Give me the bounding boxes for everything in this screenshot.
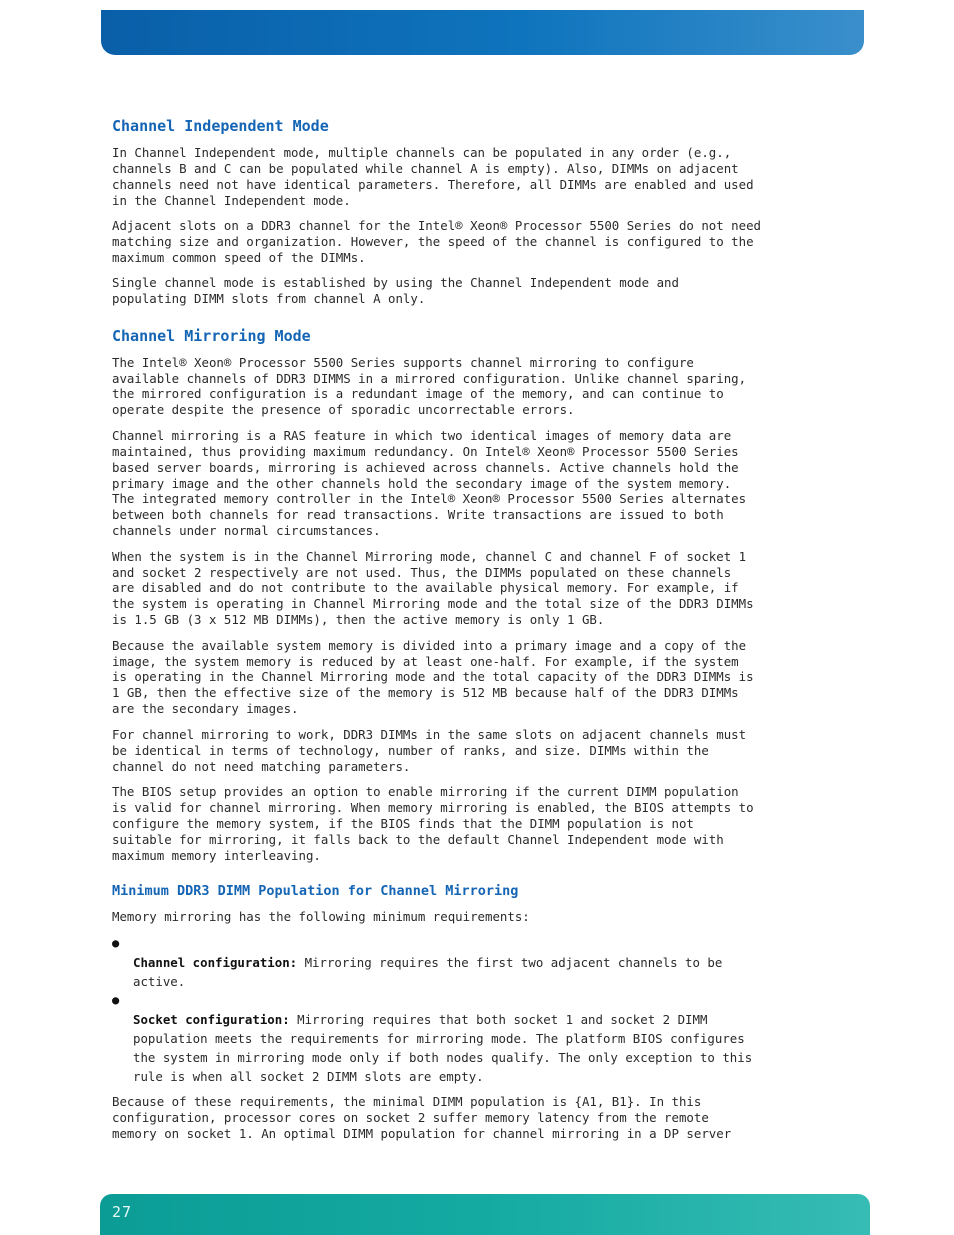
bullet-icon: ●: [112, 936, 120, 951]
paragraph: Channel mirroring is a RAS feature in which two identical images of memory data are maintained, thus providing maximum redundancy. On Intel® Xeon® Processor 5500 Series based server boards, mirroring is achieved across channels. Active channels hold the primary image and the other channels hold the secondary image of the system memory. The integrated memory controller in the Intel® Xeon® Processor 5500 Series alternates between both channels for read transactions. Write transactions are issued to both channels under normal circumstances.: [112, 427, 747, 539]
list-item-text: Mirroring requires that both socket 1 and socket 2 DIMM population meets the requirements for mirroring mode. The platform BIOS configures the system in mirroring mode only if both nodes qualify. The only exception to this rule is when all socket 2 DIMM slots are empty.: [133, 1012, 753, 1085]
paragraph: Single channel mode is established by using the Channel Independent mode and populating DIMM slots from channel A only.: [112, 275, 679, 307]
paragraph: The BIOS setup provides an option to enable mirroring if the current DIMM population is valid for channel mirroring. When memory mirroring is enabled, the BIOS attempts to configure the memory system, if the BIOS finds that the DIMM population is not suitable for mirroring, it falls back to the default Channel Independent mode with maximum memory interleaving.: [112, 783, 754, 863]
paragraph: The Intel® Xeon® Processor 5500 Series supports channel mirroring to configure available channels of DDR3 DIMMS in a mirrored configuration. Unlike channel sparing, the mirrored configuration is a redundant image of the memory, and can continue to operate despite the presence of sporadic uncorrectable errors.: [112, 354, 747, 418]
requirements-list: [112, 934, 840, 1086]
paragraph: Memory mirroring has the following minimum requirements:: [112, 908, 530, 924]
footer-bar: [100, 1194, 870, 1235]
list-item: [112, 934, 840, 991]
paragraph: Because the available system memory is divided into a primary image and a copy of the image, the system memory is reduced by at least one-half. For example, if the system is operating in the Channel Mirroring mode and the total capacity of the DDR3 DIMMs is 1 GB, then the effective size of the memory is 512 MB because half of the DDR3 DIMMs are the secondary images.: [112, 637, 754, 717]
paragraph: Because of these requirements, the minimal DIMM population is {A1, B1}. In this configuration, processor cores on socket 2 suffer memory latency from the remote memory on socket 1. An optimal DIMM population for channel mirroring in a DP server: [112, 1094, 732, 1142]
list-item-text: Mirroring requires the first two adjacent channels to be active.: [133, 955, 723, 990]
section-heading-independent: Channel Independent Mode: [112, 117, 329, 135]
list-item-term: Socket configuration:: [133, 1012, 290, 1028]
paragraph: In Channel Independent mode, multiple channels can be populated in any order (e.g., channels B and C can be populated while channel A is empty). Also, DIMMs on adjacent channels need not have identical parameters. Therefore, all DIMMs are enabled and used in the Channel Independent mode.: [112, 145, 754, 208]
page-number: 27: [112, 1203, 133, 1221]
bullet-icon: ●: [112, 993, 120, 1008]
section-heading-mirroring: Channel Mirroring Mode: [112, 326, 311, 345]
subsection-heading-minimum: Minimum DDR3 DIMM Population for Channel Mirroring: [112, 882, 519, 899]
paragraph: Adjacent slots on a DDR3 channel for the Intel® Xeon® Processor 5500 Series do not need matching size and organization. However, the speed of the channel is configured to the maximum common speed of the DIMMs.: [112, 218, 762, 265]
list-item-term: Channel configuration:: [133, 955, 298, 971]
paragraph: For channel mirroring to work, DDR3 DIMMs in the same slots on adjacent channels must be identical in terms of technology, number of ranks, and size. DIMMs within the channel do not need matching parameters.: [112, 726, 747, 774]
paragraph: When the system is in the Channel Mirroring mode, channel C and channel F of socket 1 and socket 2 respectively are not used. Thus, the DIMMs populated on these channels are disabled and do not contribute to the available physical memory. For example, if the system is operating in Channel Mirroring mode and the total size of the DDR3 DIMMs is 1.5 GB (3 x 512 MB DIMMs), then the active memory is only 1 GB.: [112, 548, 754, 628]
document-body: [112, 116, 840, 1152]
header-banner: [101, 10, 864, 55]
list-item: [112, 991, 840, 1086]
